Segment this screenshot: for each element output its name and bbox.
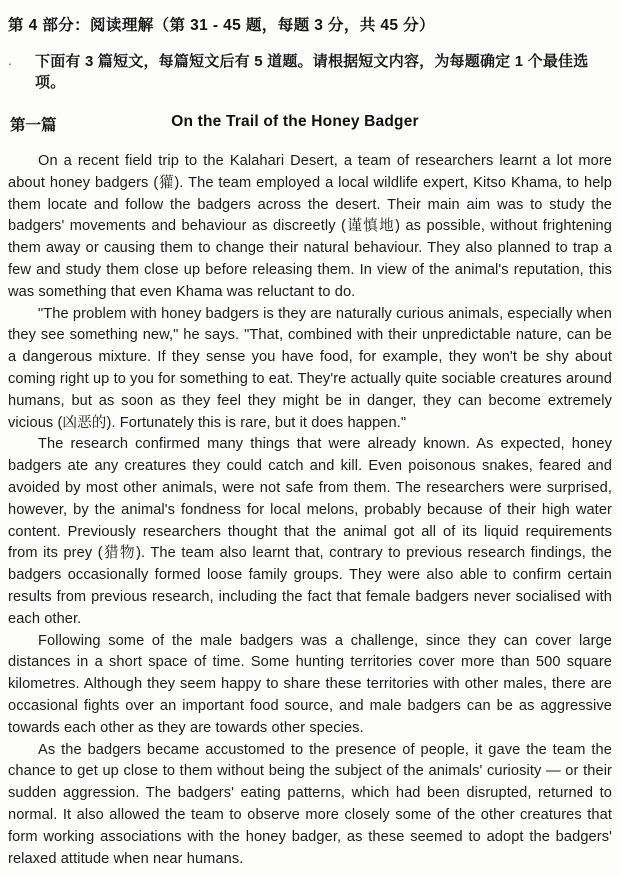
scan-artifact-dot: .	[8, 53, 12, 68]
paragraph-4: Following some of the male badgers was a challenge, since they can cover large distances in a short space of time. Some hunting territories cover more than 500 square kilometres. Although they seem happy to share these territories with other males, there are occasional fights over an important food source, and male badgers can be as aggressive towards each other as they are towards other species.	[8, 632, 612, 736]
instruction-text: 下面有 3 篇短文，每篇短文后有 5 道题。请根据短文内容，为每题确定 1 个最佳选项。	[35, 53, 589, 91]
section-header: 第 4 部分：阅读理解（第 31 - 45 题，每题 3 分，共 45 分）	[8, 17, 435, 34]
paragraph-5: As the badgers became accustomed to the presence of people, it gave the team the chance to get up close to them without being the subject of the animals' curiosity — or their sudden aggression. The badgers' eating patterns, which had been disrupted, returned to normal. It also allowed the team to observe more closely some of the other creatures that form working associations with the honey badger, as these seemed to adopt the badgers' relaxed attitude when near humans.	[8, 741, 612, 867]
passage-title: On the Trail of the Honey Badger	[171, 113, 419, 130]
passage-title-row	[8, 113, 612, 134]
paragraph-3: The research confirmed many things that were already known. As expected, honey badgers ate any creatures they could catch and kill. Even poisonous snakes, feared and avoided by most other animals, were not safe from them. The researchers were surprised, however, by the animal's fondness for local melons, probably because of their high water content. Previously researchers thought that the animal got all of its liquid requirements from its prey (猎物). The team also learnt that, contrary to previous research findings, the badgers occasionally formed loose family groups. They were also able to confirm certain results from previous research, including the fact that female badgers never socialised with each other.	[8, 436, 612, 627]
passage-body	[8, 151, 612, 870]
instruction-row	[8, 50, 612, 92]
paragraph-2: "The problem with honey badgers is they are naturally curious animals, especially when they see something new," he says. "That, combined with their unpredictable nature, can be a dangerous mixture. If they sense you have food, for example, they won't be shy about coming right up to you for something to eat. They're actually quite sociable creatures around humans, but as soon as they feel they might be in danger, they can become extremely vicious (凶恶的). Fortunately this is rare, but it does happen."	[8, 305, 612, 431]
passage-label: 第一篇	[10, 117, 57, 134]
paragraph-1: On a recent field trip to the Kalahari Desert, a team of researchers learnt a lot more about honey badgers (獾). The team employed a local wildlife expert, Kitso Khama, to help them locate and follow the badgers across the desert. Their main aim was to study the badgers' movements and behaviour as discreetly (谨慎地) as possible, without frightening them away or causing them to change their natural behaviour. They also planned to trap a few and study them close up before releasing them. In view of the animal's reputation, this was something that even Khama was reluctant to do.	[8, 153, 612, 300]
